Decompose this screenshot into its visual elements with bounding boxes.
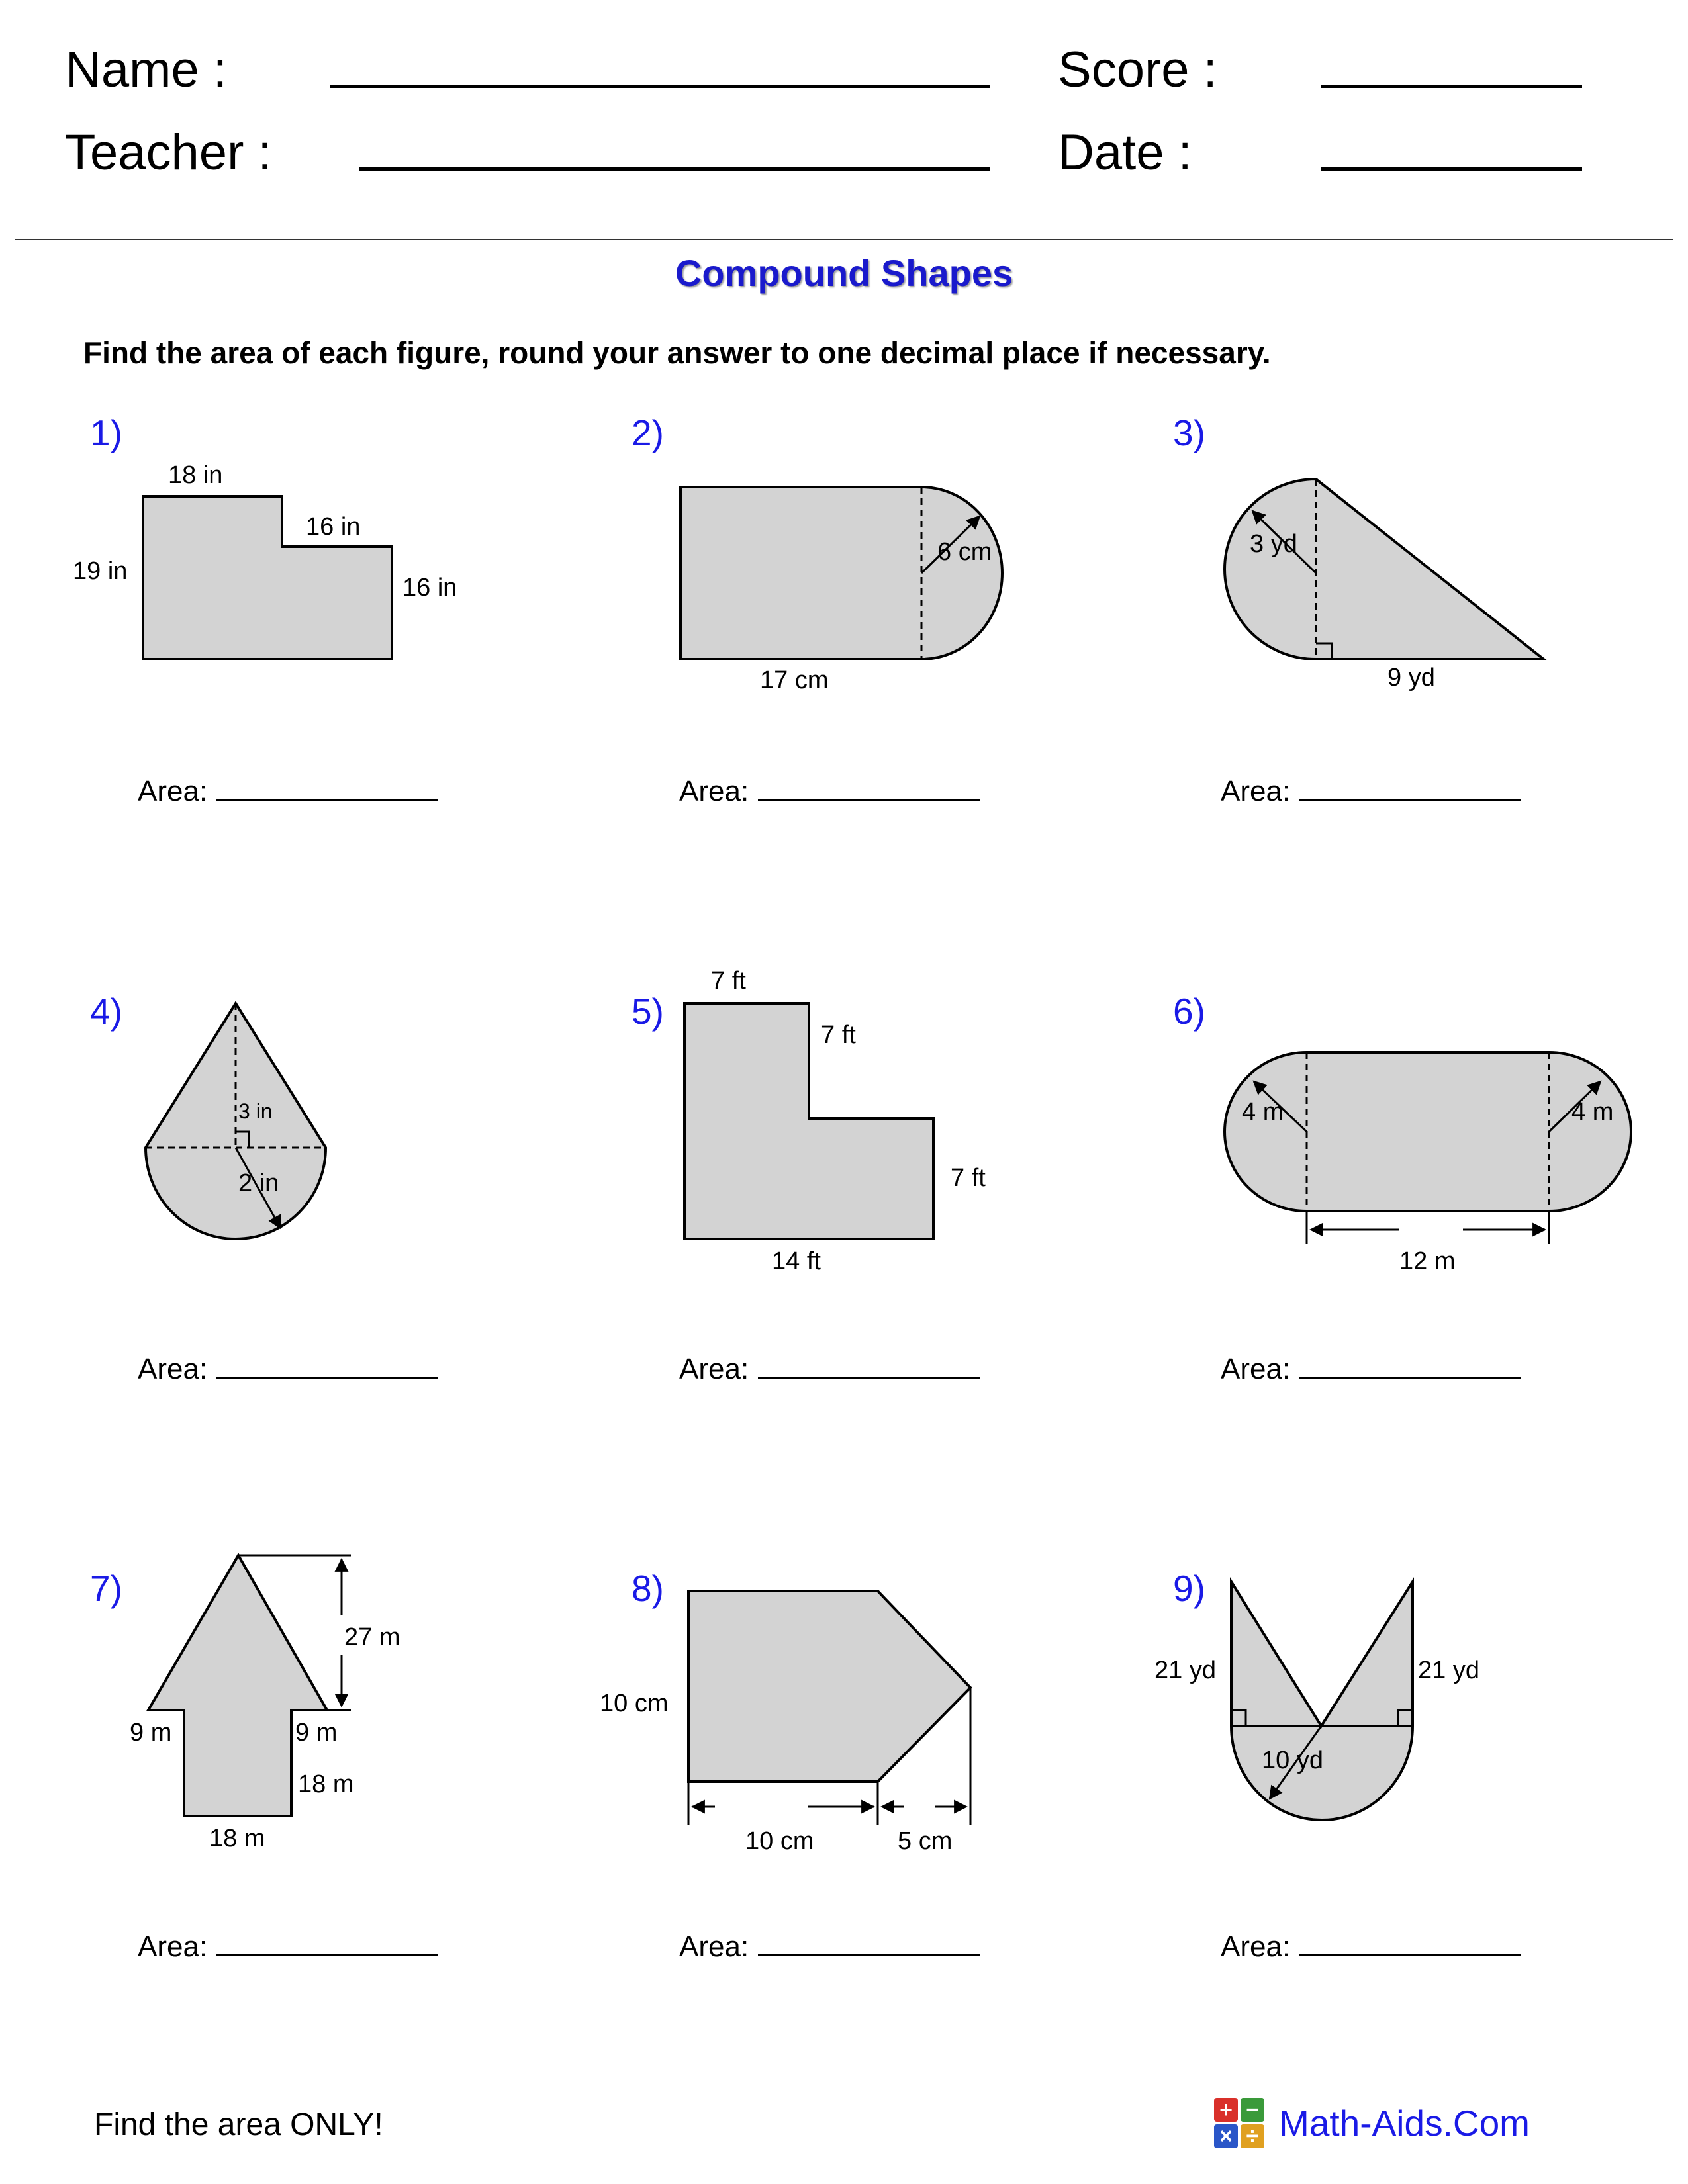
- dimension-label: 2 in: [238, 1169, 279, 1197]
- area-label: Area:: [679, 1931, 749, 1963]
- problem-number: 6): [1173, 991, 1205, 1032]
- dimension-label: 4 m: [1571, 1098, 1614, 1126]
- dimension-label: 9 yd: [1387, 664, 1435, 692]
- area-label: Area:: [138, 1931, 208, 1963]
- times-icon: ×: [1214, 2124, 1238, 2148]
- area-label: Area:: [679, 775, 749, 807]
- area-label: Area:: [138, 1353, 208, 1385]
- dimension-label: 21 yd: [1154, 1657, 1216, 1684]
- dimension-label: 21 yd: [1418, 1657, 1479, 1684]
- dimension-label: 12 m: [1399, 1248, 1456, 1275]
- dimension-label: 3 yd: [1250, 530, 1297, 558]
- area-label: Area:: [1221, 1931, 1291, 1963]
- dimension-label: 27 m: [344, 1623, 400, 1651]
- dimension-label: 10 cm: [600, 1690, 669, 1717]
- dimension-label: 14 ft: [772, 1248, 821, 1275]
- dimension-label: 17 cm: [760, 666, 829, 694]
- figure-8: [600, 1591, 970, 1855]
- problem-number: 5): [632, 991, 664, 1032]
- problem-number: 3): [1173, 412, 1205, 453]
- page-title: Compound Shapes: [675, 252, 1013, 294]
- brand-link[interactable]: Math-Aids.Com: [1279, 2103, 1530, 2144]
- score-label: Score :: [1058, 42, 1217, 98]
- dimension-label: 6 cm: [937, 538, 992, 566]
- figure-1: [73, 461, 457, 659]
- dimension-label: 7 ft: [951, 1164, 986, 1192]
- problem-number: 8): [632, 1568, 664, 1609]
- problem-number: 2): [632, 412, 664, 453]
- dimension-label: 16 in: [306, 513, 361, 541]
- minus-icon: −: [1241, 2098, 1264, 2122]
- area-label: Area:: [138, 775, 208, 807]
- dimension-label: 16 in: [402, 574, 457, 602]
- dimension-label: 10 yd: [1262, 1747, 1323, 1774]
- plus-icon: +: [1214, 2098, 1238, 2122]
- area-label: Area:: [1221, 1353, 1291, 1385]
- math-aids-logo-icon: [1214, 2098, 1264, 2148]
- divide-icon: ÷: [1241, 2124, 1264, 2148]
- area-label: Area:: [1221, 775, 1291, 807]
- figure-7: [130, 1555, 400, 1852]
- dimension-label: 3 in: [238, 1099, 273, 1123]
- dimension-label: 7 ft: [711, 967, 746, 995]
- figure-3: [1225, 479, 1544, 692]
- dimension-label: 9 m: [130, 1719, 172, 1747]
- dimension-label: 4 m: [1242, 1098, 1284, 1126]
- dimension-label: 5 cm: [898, 1827, 953, 1855]
- dimension-label: 7 ft: [821, 1021, 856, 1049]
- dimension-label: 18 m: [209, 1825, 265, 1852]
- dimension-label: 18 in: [168, 461, 223, 489]
- instructions: Find the area of each figure, round your answer to one decimal place if necessary.: [83, 336, 1271, 370]
- problem-number: 1): [90, 412, 122, 453]
- figure-5: [684, 967, 986, 1275]
- dimension-label: 9 m: [295, 1719, 338, 1747]
- figure-4: [146, 1003, 326, 1239]
- dimension-label: 18 m: [298, 1770, 354, 1798]
- figure-2: [680, 487, 1002, 694]
- problem-number: 7): [90, 1568, 122, 1609]
- brand: [1214, 2098, 1530, 2148]
- area-label: Area:: [679, 1353, 749, 1385]
- figure-6: [1225, 1052, 1631, 1275]
- teacher-label: Teacher :: [65, 124, 272, 181]
- problem-number: 4): [90, 991, 122, 1032]
- dimension-label: 10 cm: [745, 1827, 814, 1855]
- name-label: Name :: [65, 42, 227, 98]
- date-label: Date :: [1058, 124, 1192, 181]
- figure-9: [1154, 1582, 1479, 1820]
- footer-note: Find the area ONLY!: [94, 2107, 383, 2142]
- dimension-label: 19 in: [73, 557, 128, 585]
- problem-number: 9): [1173, 1568, 1205, 1609]
